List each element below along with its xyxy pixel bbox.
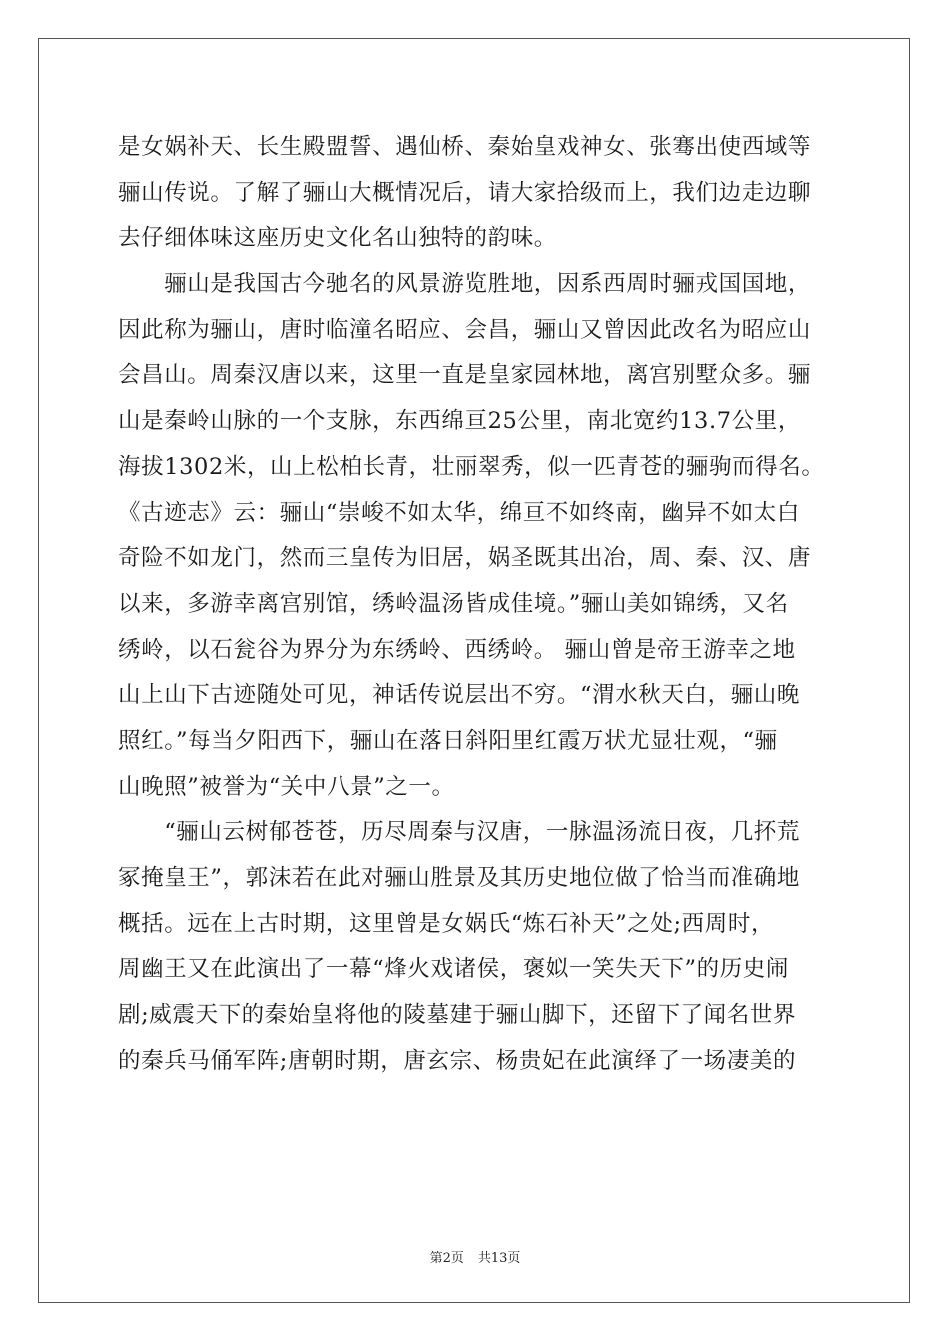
- text-line: 山上山下古迹随处可见，神话传说层出不穷。“渭水秋天白，骊山晚: [118, 682, 801, 709]
- text-line: 骊山是我国古今驰名的风景游览胜地，因系西周时骊戎国国地，: [118, 271, 812, 298]
- text-line: 冢掩皇王”，郭沫若在此对骊山胜景及其历史地位做了恰当而准确地: [118, 865, 801, 891]
- text-line: 奇险不如龙门，然而三皇传为旧居，娲圣既其出冶，周、秦、汉、唐: [118, 545, 812, 572]
- text-line: 剧;威震天下的秦始皇将他的陵墓建于骊山脚下，还留下了闻名世界: [118, 1002, 797, 1029]
- text-line: 山是秦岭山脉的一个支脉，东西绵亘25公里，南北宽约13.7公里，: [118, 408, 801, 435]
- page-footer: [0, 1247, 950, 1266]
- page-number: 第2页: [429, 1251, 464, 1266]
- text-line: 概括。远在上古时期，这里曾是女娲氏“炼石补天”之处;西周时，: [118, 910, 775, 937]
- text-line: 《古迹志》云：骊山“崇峻不如太华，绵亘不如终南，幽异不如太白: [118, 499, 801, 526]
- text-line: 是女娲补天、长生殿盟誓、遇仙桥、秦始皇戏神女、张骞出使西域等: [118, 134, 812, 160]
- text-line: 会昌山。周秦汉唐以来，这里一直是皇家园林地，离宫别墅众多。骊: [118, 362, 812, 389]
- text-line: 照红。”每当夕阳西下，骊山在落日斜阳里红霞万状尤显壮观，“骊: [118, 727, 778, 754]
- text-line: 去仔细体味这座历史文化名山独特的韵味。: [118, 225, 557, 252]
- text-line: 骊山传说。了解了骊山大概情况后，请大家拾级而上，我们边走边聊: [118, 179, 812, 206]
- document-body: [118, 125, 848, 1084]
- text-line: 周幽王又在此演出了一幕“烽火戏诸侯，褒姒一笑失天下”的历史闹: [118, 956, 790, 983]
- text-line: 以来，多游幸离宫别馆，绣岭温汤皆成佳境。”骊山美如锦绣，又名: [118, 590, 789, 617]
- text-line: 的秦兵马俑军阵;唐朝时期，唐玄宗、杨贵妃在此演绎了一场凄美的: [118, 1047, 797, 1074]
- text-line: 绣岭，以石瓮谷为界分为东绣岭、西绣岭。 骊山曾是帝王游幸之地: [118, 636, 796, 663]
- text-line: 海拔1302米，山上松柏长青，壮丽翠秀，似一匹青苍的骊驹而得名。: [118, 453, 825, 480]
- text-line: “骊山云树郁苍苍，历尽周秦与汉唐，一脉温汤流日夜，几抔荒: [118, 819, 801, 846]
- page-total: 共13页: [477, 1251, 521, 1266]
- text-line: 因此称为骊山，唐时临潼名昭应、会昌，骊山又曾因此改名为昭应山: [118, 316, 812, 343]
- text-line: 山晚照”被誉为“关中八景”之一。: [118, 773, 455, 800]
